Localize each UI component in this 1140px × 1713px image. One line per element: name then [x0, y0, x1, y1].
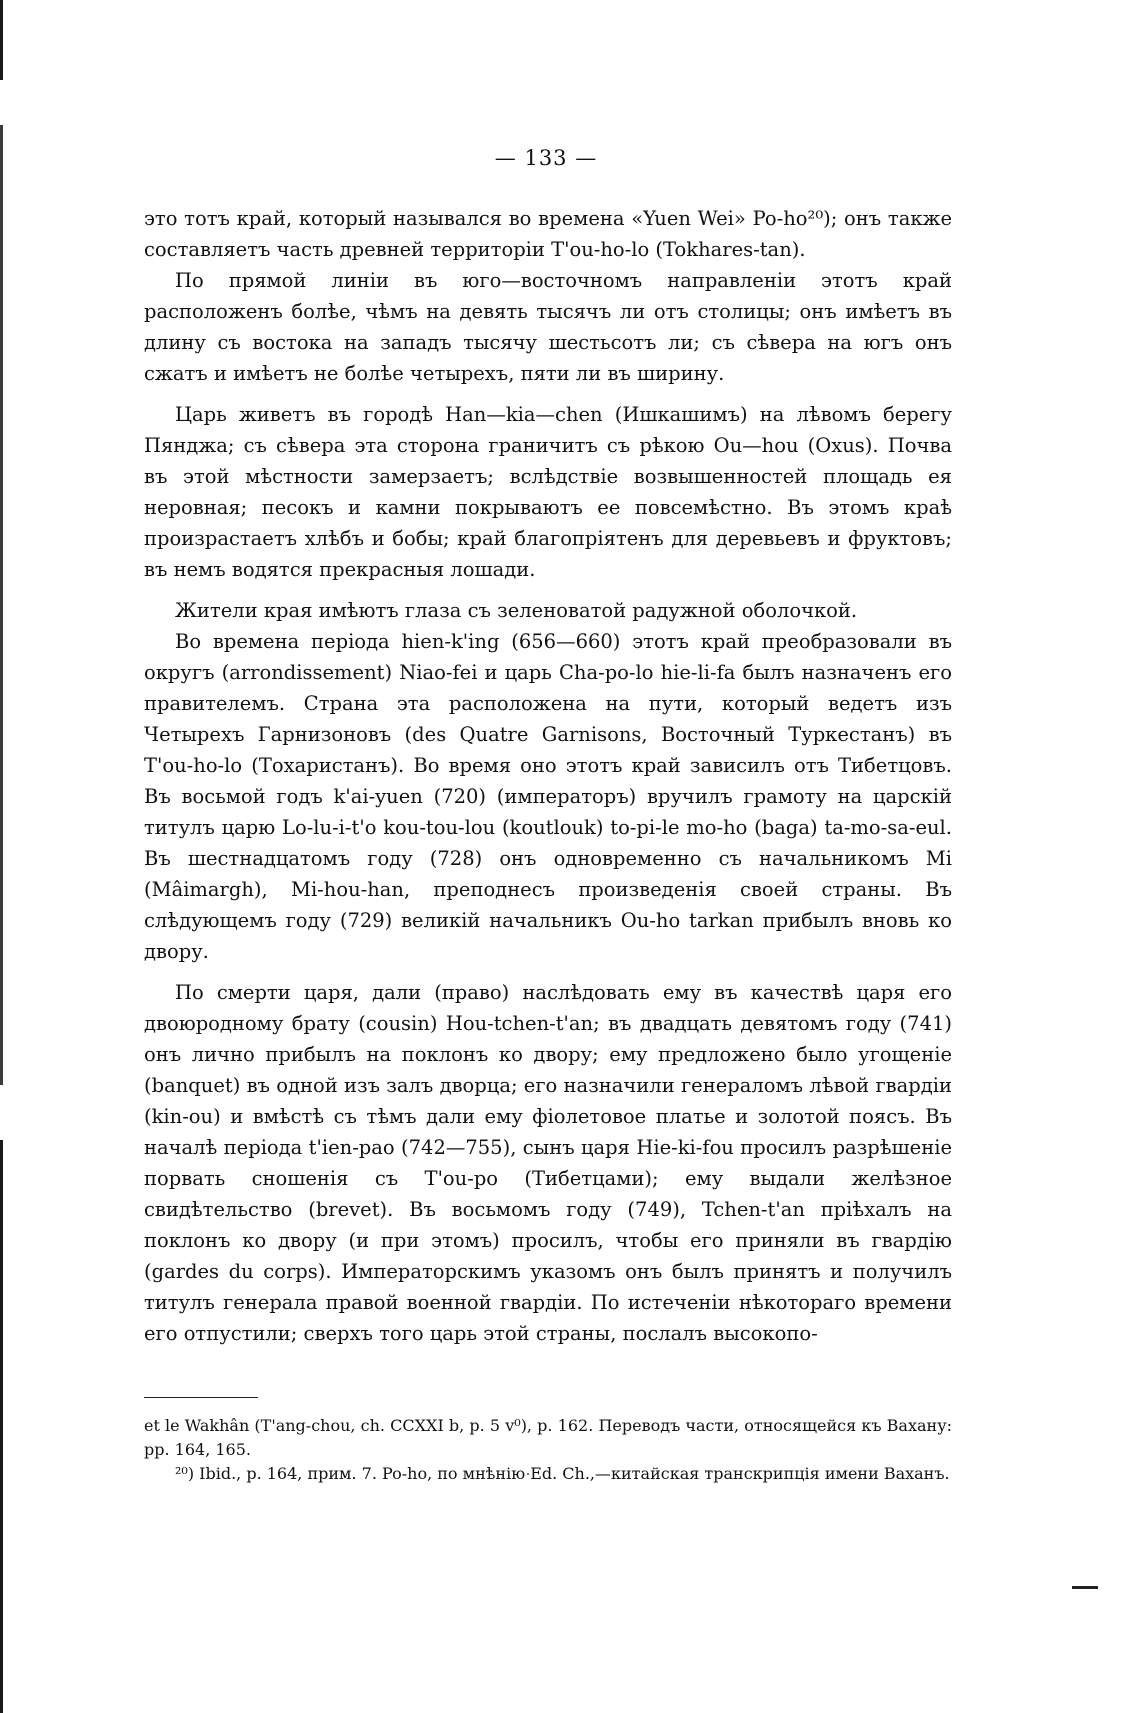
paragraph: По смерти царя, дали (право) наслѣдовать ему въ качествѣ царя его двоюродному брату (cousin) Hou-tchen-t'an; въ двадцать девятомъ году (741) онъ лично прибылъ на поклонъ ко двору; ему предложено было угощеніе (banquet) въ одной изъ залъ дворца; его назначили генераломъ лѣвой гвардіи (kin-ou) и вмѣстѣ съ тѣмъ дали ему фіолетовое платье и золотой поясъ. Въ началѣ періода t'ien-pao (742—755), сынъ царя Hie-ki-fou просилъ разрѣшеніе порвать сношенія съ T'ou-po (Тибетцами); ему выдали желѣзное свидѣтельство (brevet). Въ восьмомъ году (749), Tchen-t'an пріѣхалъ на поклонъ ко двору (и при этомъ) просилъ, чтобы его приняли въ гвардію (gardes du corps). Императорскимъ указомъ онъ былъ принятъ и получилъ титулъ генерала правой военной гвардіи. По истеченіи нѣкотораго времени его отпустили; сверхъ того царь этой страны, послалъ высокопо-	[144, 981, 952, 1345]
paragraph: Во времена періода hien-k'ing (656—660) этотъ край преобразовали въ округъ (arrondissement) Niao-fei и царь Cha-po-lo hie-li-fa былъ назначенъ его правителемъ. Страна эта расположена на пути, который ведетъ изъ Четырехъ Гарнизоновъ (des Quatre Garnisons, Восточный Туркестанъ) въ T'ou-ho-lo (Тохаристанъ). Во время оно этотъ край зависилъ отъ Тибетцовъ. Въ восьмой годъ k'ai-yuen (720) (императоръ) вручилъ грамоту на царскій титулъ царю Lo-lu-i-t'o kou-tou-lou (koutlouk) to-pi-le mo-ho (baga) ta-mo-sa-eul. Въ шестнадцатомъ году (728) онъ одновременно съ начальникомъ Mi (Mâimargh), Mi-hou-han, преподнесъ произведенія своей страны. Въ слѣдующемъ году (729) великій начальникъ Ou-ho tarkan прибылъ вновь ко двору.	[144, 630, 952, 963]
footnote: ²⁰) Ibid., p. 164, прим. 7. Po-ho, по мнѣнію Ed. Ch.,—китайская транскрипція имени Ваханъ.	[175, 1464, 950, 1483]
footnotes	[144, 1414, 952, 1486]
paragraph: По прямой линіи въ юго—восточномъ направленіи этотъ край расположенъ болѣе, чѣмъ на девять тысячъ ли отъ столицы; онъ имѣетъ въ длину съ востока на западъ тысячу шестьсотъ ли; съ сѣвера на югъ онъ сжатъ и имѣетъ не болѣе четырехъ, пяти ли въ ширину.	[144, 269, 952, 385]
margin-dash	[1072, 1586, 1098, 1589]
body-text	[144, 203, 952, 1349]
footnote-divider	[144, 1397, 258, 1398]
page-number: — 133 —	[494, 146, 598, 170]
scan-edge-mark-bottom	[0, 1140, 3, 1713]
scan-edge-mark-top	[0, 0, 3, 80]
paragraph: Жители края имѣютъ глаза съ зеленоватой радужной оболочкой.	[175, 599, 858, 622]
footnote-continuation: et le Wakhân (T'ang-chou, ch. CCXXI b, p. 5 v⁰), p. 162. Переводъ части, относящейся къ Вахану: pp. 164, 165.	[144, 1416, 952, 1459]
scan-edge-mark-middle	[0, 125, 3, 1085]
paragraph-continuation: это тотъ край, который назывался во времена «Yuen Wei» Po-ho²⁰); онъ также составляетъ часть древней территоріи T'ou-ho-lo (Tokhares-tan).	[144, 207, 952, 261]
paragraph: Царь живетъ въ городѣ Han—kia—chen (Ишкашимъ) на лѣвомъ берегу Пянджа; съ сѣвера эта сторона граничитъ съ рѣкою Ou—hou (Oxus). Почва въ этой мѣстности замерзаетъ; вслѣдствіе возвышенностей площадь ея неровная; песокъ и камни покрываютъ ее повсемѣстно. Въ этомъ краѣ произрастаетъ хлѣбъ и бобы; край благопріятенъ для деревьевъ и фруктовъ; въ немъ водятся прекрасныя лошади.	[144, 403, 952, 581]
